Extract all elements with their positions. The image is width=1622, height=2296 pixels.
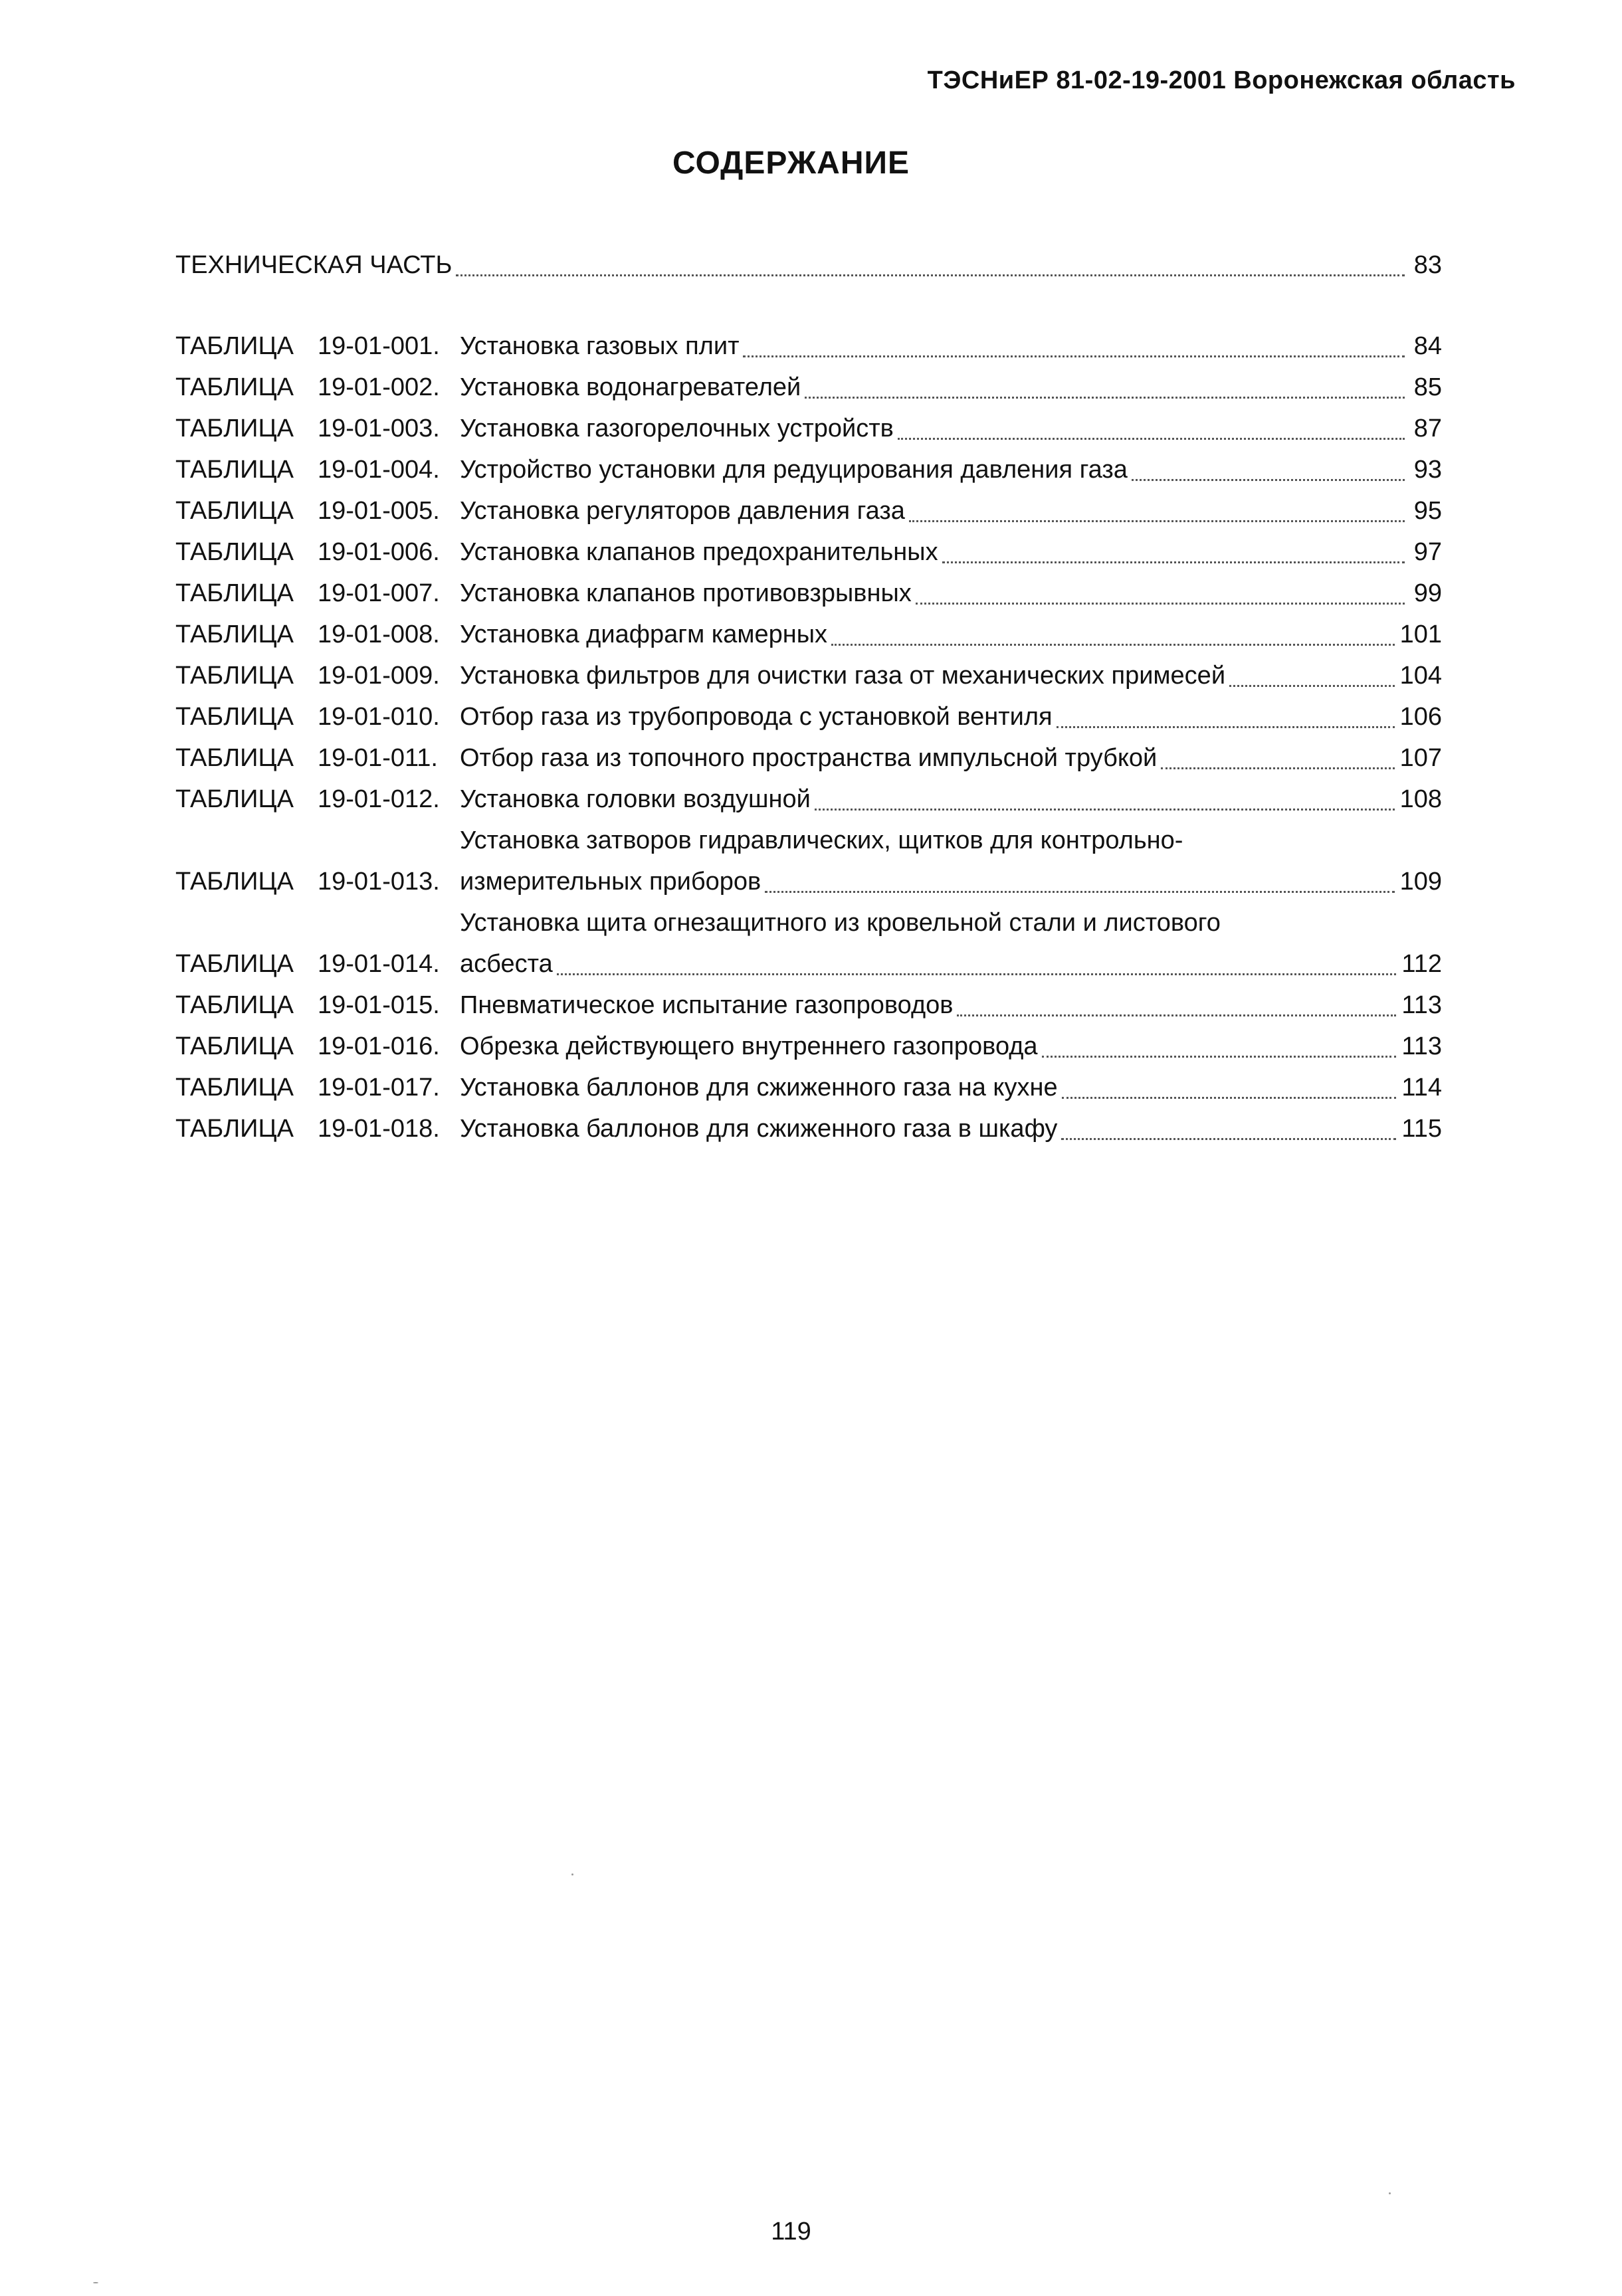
toc-page-number: 83 [1413, 251, 1442, 279]
toc-page-number: 85 [1413, 373, 1442, 401]
toc-page-number: 95 [1413, 497, 1442, 525]
toc-entry-title [460, 696, 1442, 737]
table-code: 19-01-014. [318, 950, 440, 978]
toc-entry-label [175, 449, 460, 490]
toc-page-number: 108 [1399, 785, 1442, 813]
toc-entry-label [175, 614, 460, 655]
toc-entry-title [460, 1108, 1442, 1149]
title-line [460, 820, 1442, 861]
toc-entry-table[interactable] [175, 1026, 1442, 1067]
table-code: 19-01-004. [318, 456, 440, 484]
table-code: 19-01-010. [318, 703, 440, 731]
toc-entry-label [175, 531, 460, 573]
title-text: Установка баллонов для сжиженного газа в шкафу [460, 1115, 1058, 1143]
title-line [460, 737, 1442, 779]
toc-page-number: 114 [1401, 1074, 1442, 1101]
toc-entry-title [460, 367, 1442, 408]
toc-entry-title [460, 737, 1442, 779]
dot-leader [942, 561, 1405, 563]
title-text: Установка водонагревателей [460, 373, 801, 401]
toc-page-number: 107 [1399, 744, 1442, 772]
title-line [460, 449, 1442, 490]
title-line [460, 696, 1442, 737]
title-line [460, 1067, 1442, 1108]
title-line [460, 861, 1442, 902]
dot-leader [916, 603, 1405, 605]
dot-leader [743, 355, 1405, 357]
table-code: 19-01-006. [318, 538, 440, 566]
table-code: 19-01-015. [318, 991, 440, 1019]
toc-page-number: 87 [1413, 415, 1442, 442]
title-text: асбеста [460, 950, 553, 978]
toc-entry-table[interactable] [175, 490, 1442, 531]
table-code: 19-01-011. [318, 744, 438, 772]
toc-entry-label [175, 655, 460, 696]
dot-leader [815, 809, 1395, 811]
table-word: ТАБЛИЦА [175, 538, 294, 566]
toc-entry-table[interactable] [175, 614, 1442, 655]
table-code: 19-01-016. [318, 1032, 440, 1060]
title-line [460, 531, 1442, 573]
title-text: Установка затворов гидравлических, щитков для контрольно- [460, 826, 1183, 854]
table-code: 19-01-013. [318, 868, 440, 896]
table-code: 19-01-009. [318, 662, 440, 690]
table-code: 19-01-001. [318, 332, 440, 360]
title-text: Установка клапанов предохранительных [460, 538, 938, 566]
title-text: Установка головки воздушной [460, 785, 811, 813]
title-text: Установка щита огнезащитного из кровельной стали и листового [460, 909, 1221, 937]
toc-page-number: 101 [1399, 621, 1442, 648]
dot-leader [1061, 1138, 1396, 1140]
dot-leader [1132, 479, 1405, 481]
toc-entry-label [175, 861, 460, 902]
toc-entry-table[interactable] [175, 367, 1442, 408]
title-line [460, 779, 1442, 820]
table-code: 19-01-012. [318, 785, 440, 813]
title-line [460, 1026, 1442, 1067]
toc-page-number: 99 [1413, 579, 1442, 607]
toc-entry-table[interactable] [175, 902, 1442, 985]
toc-entry-label [175, 1067, 460, 1108]
toc-entry-title [460, 985, 1442, 1026]
toc-entry-label [175, 943, 460, 985]
toc-entry-technical-part[interactable] [175, 244, 1442, 286]
toc-page-number: 106 [1399, 703, 1442, 731]
title-line [460, 902, 1442, 943]
dot-leader [456, 274, 1405, 276]
toc-page-number: 104 [1399, 662, 1442, 690]
dot-leader [1229, 685, 1395, 687]
toc-entry-label [175, 1108, 460, 1149]
title-text: Установка клапанов противовзрывных [460, 579, 912, 607]
toc-entry-table[interactable] [175, 573, 1442, 614]
toc-entry-label [175, 490, 460, 531]
dot-leader [557, 973, 1397, 975]
toc-entry-title [460, 531, 1442, 573]
scan-speck [1389, 2192, 1391, 2194]
title-text: Установка баллонов для сжиженного газа на кухне [460, 1074, 1058, 1101]
toc-entry-label [175, 367, 460, 408]
toc-entry-label [175, 985, 460, 1026]
toc-entry-label [175, 779, 460, 820]
title-line [460, 1108, 1442, 1149]
toc-entry-title [460, 779, 1442, 820]
title-text: измерительных приборов [460, 868, 761, 896]
title-text: Установка газовых плит [460, 332, 740, 360]
table-code: 19-01-007. [318, 579, 440, 607]
table-word: ТАБЛИЦА [175, 950, 294, 978]
table-word: ТАБЛИЦА [175, 456, 294, 484]
toc-page-number: 113 [1401, 1032, 1442, 1060]
title-line [460, 655, 1442, 696]
dot-leader [909, 520, 1405, 522]
table-code: 19-01-018. [318, 1115, 440, 1143]
toc-entry-title [460, 326, 1442, 367]
table-word: ТАБЛИЦА [175, 497, 294, 525]
toc-entry-table[interactable] [175, 985, 1442, 1026]
toc-entry-label [175, 326, 460, 367]
dot-leader [805, 397, 1405, 399]
table-word: ТАБЛИЦА [175, 1115, 294, 1143]
toc-entry-table[interactable] [175, 779, 1442, 820]
toc-entry-title [460, 573, 1442, 614]
title-text: Отбор газа из топочного пространства импульсной трубкой [460, 744, 1158, 772]
title-text: Установка диафрагм камерных [460, 621, 828, 648]
title-line [460, 326, 1442, 367]
table-of-contents [175, 244, 1442, 1149]
dot-leader [765, 891, 1394, 893]
table-word: ТАБЛИЦА [175, 868, 294, 896]
toc-entry-title [460, 1067, 1442, 1108]
dot-leader [1057, 726, 1395, 728]
toc-entry-label [175, 1026, 460, 1067]
toc-entry-table[interactable] [175, 1067, 1442, 1108]
table-code: 19-01-017. [318, 1074, 440, 1101]
table-word: ТАБЛИЦА [175, 785, 294, 813]
toc-entry-table[interactable] [175, 449, 1442, 490]
toc-entry-title [460, 655, 1442, 696]
page-number: 119 [771, 2218, 811, 2246]
toc-entry-table[interactable] [175, 408, 1442, 449]
table-code: 19-01-005. [318, 497, 440, 525]
dot-leader [831, 644, 1395, 646]
table-word: ТАБЛИЦА [175, 1032, 294, 1060]
toc-entry-table[interactable] [175, 655, 1442, 696]
toc-entry-table[interactable] [175, 1108, 1442, 1149]
title-line [460, 985, 1442, 1026]
toc-entry-title [460, 449, 1442, 490]
toc-entry-table[interactable] [175, 737, 1442, 779]
dot-leader [898, 438, 1405, 440]
table-word: ТАБЛИЦА [175, 662, 294, 690]
table-word: ТАБЛИЦА [175, 415, 294, 442]
scan-speck [571, 1873, 573, 1875]
document-header: ТЭСНиЕР 81-02-19-2001 Воронежская область [927, 66, 1516, 94]
dot-leader [1161, 767, 1394, 769]
toc-page-number: 113 [1401, 991, 1442, 1019]
dot-leader [1062, 1097, 1397, 1099]
title-line [460, 943, 1442, 985]
title-text: Установка фильтров для очистки газа от механических примесей [460, 662, 1226, 690]
title-line [460, 367, 1442, 408]
table-word: ТАБЛИЦА [175, 703, 294, 731]
scan-speck [93, 2282, 98, 2283]
table-word: ТАБЛИЦА [175, 744, 294, 772]
title-line [460, 573, 1442, 614]
toc-page-number: 84 [1413, 332, 1442, 360]
table-word: ТАБЛИЦА [175, 373, 294, 401]
toc-entry-label [175, 573, 460, 614]
toc-entry-label: ТЕХНИЧЕСКАЯ ЧАСТЬ [175, 251, 453, 279]
dot-leader [1042, 1056, 1397, 1058]
toc-entry-title [460, 902, 1442, 985]
toc-entry-table[interactable] [175, 696, 1442, 737]
title-line [460, 490, 1442, 531]
table-word: ТАБЛИЦА [175, 332, 294, 360]
toc-entry-title [460, 1026, 1442, 1067]
toc-entry-label [175, 737, 460, 779]
table-word: ТАБЛИЦА [175, 579, 294, 607]
title-line [460, 614, 1442, 655]
toc-entry-label [175, 696, 460, 737]
page-title: СОДЕРЖАНИЕ [672, 145, 910, 181]
toc-entry-title [460, 490, 1442, 531]
toc-page-number: 112 [1401, 950, 1442, 978]
toc-page-number: 93 [1413, 456, 1442, 484]
title-text: Обрезка действующего внутреннего газопровода [460, 1032, 1038, 1060]
title-line [460, 408, 1442, 449]
toc-entry-title [460, 408, 1442, 449]
title-text: Отбор газа из трубопровода с установкой вентиля [460, 703, 1053, 731]
title-text: Пневматическое испытание газопроводов [460, 991, 954, 1019]
table-code: 19-01-008. [318, 621, 440, 648]
toc-page-number: 115 [1401, 1115, 1442, 1143]
toc-entry-label [175, 408, 460, 449]
toc-entry-table[interactable] [175, 326, 1442, 367]
title-text: Установка регуляторов давления газа [460, 497, 905, 525]
toc-page-number: 97 [1413, 538, 1442, 566]
table-code: 19-01-003. [318, 415, 440, 442]
toc-entry-title [460, 614, 1442, 655]
title-text: Устройство установки для редуцирования давления газа [460, 456, 1128, 484]
table-word: ТАБЛИЦА [175, 991, 294, 1019]
table-code: 19-01-002. [318, 373, 440, 401]
toc-table-list [175, 326, 1442, 1149]
toc-entry-title [460, 820, 1442, 902]
toc-entry-table[interactable] [175, 820, 1442, 902]
table-word: ТАБЛИЦА [175, 621, 294, 648]
toc-entry-table[interactable] [175, 531, 1442, 573]
dot-leader [957, 1014, 1396, 1016]
toc-page-number: 109 [1399, 868, 1442, 896]
table-word: ТАБЛИЦА [175, 1074, 294, 1101]
title-text: Установка газогорелочных устройств [460, 415, 894, 442]
